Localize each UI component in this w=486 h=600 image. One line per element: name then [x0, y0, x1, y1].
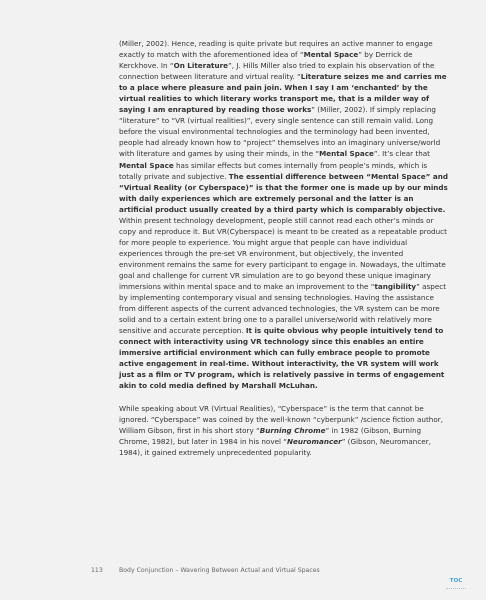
bold-text: Mental Space — [319, 149, 374, 159]
text-run: (Miller, 2002). Hence, reading is quite private but requires an active manner to engage exactly to match with the aforementioned idea of “ — [119, 39, 433, 60]
running-title: Body Conjunction – Wavering Between Actual and Virtual Spaces — [119, 567, 320, 574]
paragraph-1 — [119, 38, 449, 392]
page-number: 113 — [91, 567, 103, 574]
text-run: ” aspect by implementing contemporary visual and sensing technologies. Having the assistance from different aspects of the current advanced technologies, the VR system can be more solid and to a certain extent bring one to a parallel universe/world with relatively more sensitive and accurate perception. — [119, 282, 447, 336]
toc-underline — [446, 588, 466, 589]
bold-text: It is quite obvious why people intuitively tend to connect with interactivity using VR technology since this enables an entire immersive artificial environment which can fully embrace people to promote active engagement in real-time. Without interactivity, the VR system will work just as a film or TV program, which is relatively passive in terms of engagement akin to cold media defined by Marshall McLuhan. — [119, 326, 445, 391]
bold-text: tangibility — [374, 282, 417, 292]
paragraph-2 — [119, 403, 449, 458]
text-run: ” by Derrick de Kerckhove. In “ — [119, 50, 413, 71]
page-footer — [0, 566, 486, 578]
text-run: While speaking about VR (Virtual Realities), “Cyberspace” is the term that cannot be ignored. “Cyberspace” was coined by the well-known “cyberpunk” /science fiction author, William Gibson, first in his short story “ — [119, 403, 443, 435]
text-run: has similar effects but comes internally from people’s minds, which is totally private and subjective. — [119, 160, 428, 181]
body-text — [119, 38, 449, 469]
bold-text: On Literature — [173, 61, 229, 71]
text-run: ” (Gibson, Neuromancer, 1984), it gained extremely unprecedented popularity. — [119, 436, 431, 457]
bold-text: The essential difference between “Mental Space” and “Virtual Reality (or Cyberspace)” is that the former one is made up by our minds with daily experiences which are extremely personal and the latter is an artificial product usually created by a third party which is comparably objective. — [119, 171, 449, 214]
emphasis-text: Burning Chrome — [259, 425, 326, 435]
text-run: ”. It’s clear that — [373, 149, 430, 159]
text-run: ” in 1982 (Gibson, Burning Chrome, 1982), but later in 1984 in his novel “ — [119, 425, 422, 446]
emphasis-text: Neuromancer — [287, 436, 342, 446]
bold-text: Literature seizes me and carries me to a place where pleasure and pain join. When I say I am ‘enchanted’ by the virtual realities to which literary works transport me, that is a milder way of saying I am enraptured by reading those works — [119, 72, 447, 115]
text-run: ” (Miller, 2002). If simply replacing “literature” to “VR (virtual realities)”, every single sentence can still remain valid. Long before the visual environmental technologies and the terminology had been invented, people had already known how to “project” themselves into an imaginary universe/world with literature and games by using their minds, in the “ — [119, 105, 441, 159]
bold-text: Mental Space — [303, 50, 359, 60]
bold-text: Mental Space — [119, 160, 174, 170]
toc-link[interactable]: TOC — [449, 578, 463, 584]
text-run: Within present technology development, people still cannot read each other’s minds or copy and reproduce it. But VR(Cyberspace) is meant to be created as a repeatable product for more people to experience. You might argue that people can have individual experiences through the pre-set VR environment, but objectively, the invented environment remains the same for every participant to engage in. Nowadays, the ultimate goal and challenge for current VR simulation are to go beyond these unique imaginary immersions within mental space and to make an improvement to the “ — [119, 215, 447, 292]
text-run: ”, J. Hills Miller also tried to explain his observation of the connection between literature and virtual reality. “ — [119, 61, 435, 82]
